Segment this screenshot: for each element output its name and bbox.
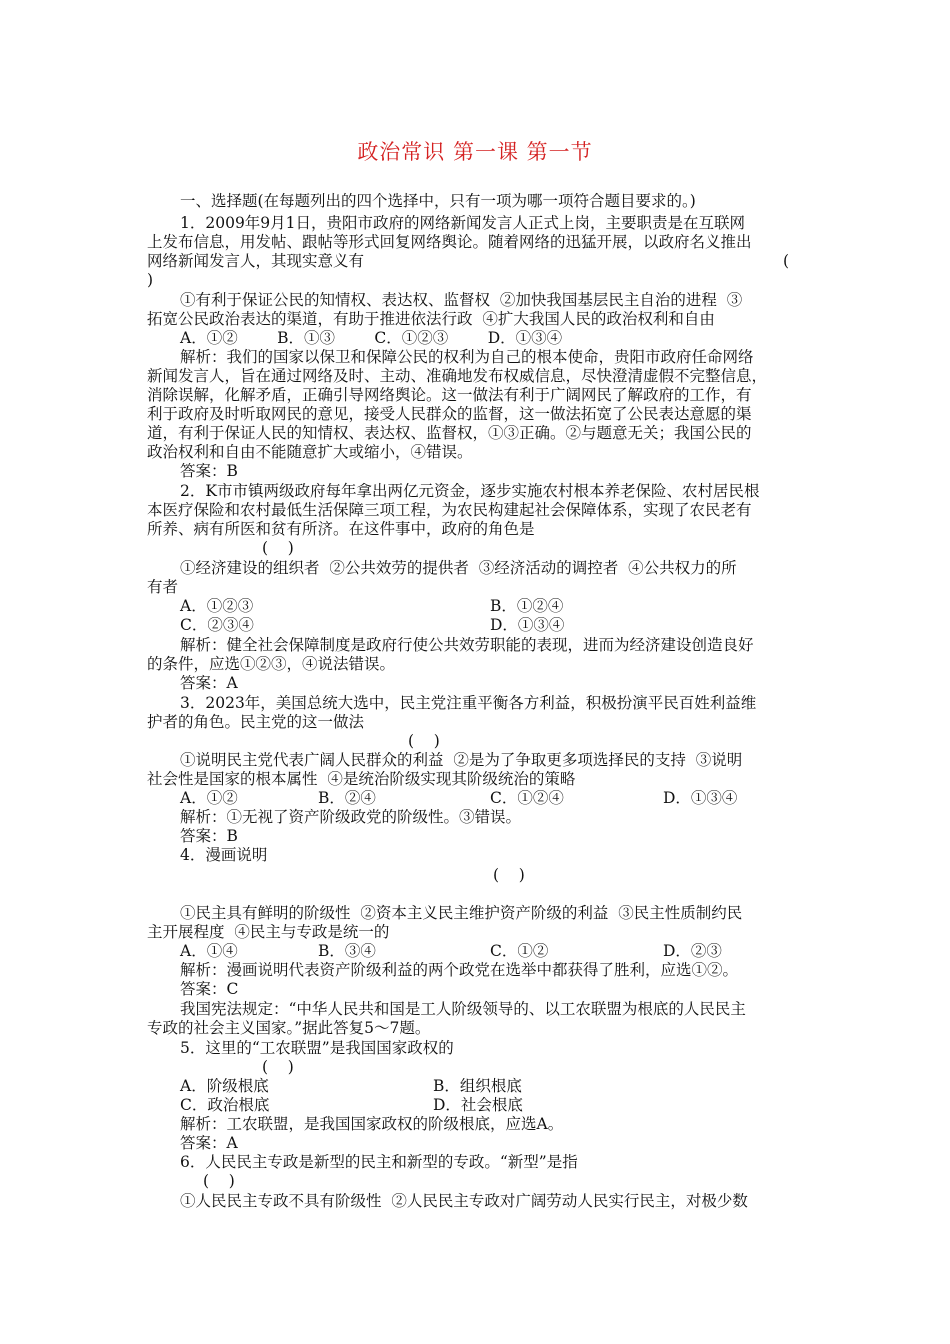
text-line: 社会性是国家的根本属性 ④是统治阶级实现其阶级统治的策略 <box>147 770 576 788</box>
text-line: D．①③④ <box>490 616 565 634</box>
text-line: ①经济建设的组织者 ②公共效劳的提供者 ③经济活动的调控者 ④公共权力的所 <box>180 559 737 577</box>
text-line: 答案：B <box>180 462 238 480</box>
text-line: 5．这里的“工农联盟”是我国国家政权的 <box>180 1039 454 1057</box>
text-line: B．①②④ <box>490 597 564 615</box>
text-line: ( ) <box>493 866 525 884</box>
text-line: A．①② <box>180 789 238 807</box>
text-line: ①有利于保证公民的知情权、表达权、监督权 ②加快我国基层民主自治的进程 ③ <box>180 291 743 309</box>
text-line: A．①② B．①③ C．①②③ D．①③④ <box>180 329 563 347</box>
text-line: ( ) <box>408 732 440 750</box>
text-line: 6．人民民主专政是新型的民主和新型的专政。“新型”是指 <box>180 1153 578 1171</box>
text-line: 解析：我们的国家以保卫和保障公民的权利为自己的根本使命，贵阳市政府任命网络 <box>180 348 754 366</box>
text-line: 解析：工农联盟，是我国国家政权的阶级根底，应选A。 <box>180 1115 564 1133</box>
text-line: 有者 <box>147 578 179 596</box>
text-line: B．②④ <box>318 789 376 807</box>
text-line: B．③④ <box>318 942 376 960</box>
text-line: 主开展程度 ④民主与专政是统一的 <box>147 923 390 941</box>
text-line: B．组织根底 <box>433 1077 522 1095</box>
text-line: ①民主具有鲜明的阶级性 ②资本主义民主维护资产阶级的利益 ③民主性质制约民 <box>180 904 743 922</box>
text-line: 3．2023年，美国总统大选中，民主党注重平衡各方利益，积极扮演平民百姓利益维 <box>180 694 757 712</box>
text-line: 我国宪法规定：“中华人民共和国是工人阶级领导的、以工农联盟为根底的人民民主 <box>180 1000 746 1018</box>
text-line: ①人民民主专政不具有阶级性 ②人民民主专政对广阔劳动人民实行民主，对极少数 <box>180 1192 748 1210</box>
text-line: 护者的角色。民主党的这一做法 <box>147 713 365 731</box>
text-line: 上发布信息，用发帖、跟帖等形式回复网络舆论。随着网络的迅猛开展，以政府名义推出 <box>147 233 752 251</box>
text-line: ) <box>147 271 154 289</box>
text-line: ( ) <box>262 539 294 557</box>
text-line: 一、选择题(在每题列出的四个选择中，只有一项为哪一项符合题目要求的。) <box>180 192 696 210</box>
text-line: A．阶级根底 <box>180 1077 269 1095</box>
text-line: 所养、病有所医和贫有所济。在这件事中，政府的角色是 <box>147 520 535 538</box>
text-line: 消除误解，化解矛盾，正确引导网络舆论。这一做法有利于广阔网民了解政府的工作，有 <box>147 386 752 404</box>
text-line: 的条件，应选①②③，④说法错误。 <box>147 655 396 673</box>
text-line: 答案：C <box>180 980 239 998</box>
text-line: 答案：B <box>180 827 238 845</box>
text-line: ( ) <box>203 1172 235 1190</box>
text-line: C．①②④ <box>490 789 564 807</box>
text-line: A．①④ <box>180 942 238 960</box>
text-line: 利于政府及时听取网民的意见，接受人民群众的监督，这一做法拓宽了公民表达意愿的渠 <box>147 405 752 423</box>
text-line: C．①② <box>490 942 549 960</box>
text-line: D．①③④ <box>663 789 738 807</box>
text-line: C．②③④ <box>180 616 254 634</box>
text-line: 解析：①无视了资产阶级政党的阶级性。③错误。 <box>180 808 522 826</box>
text-line: 新闻发言人，旨在通过网络及时、主动、准确地发布权威信息，尽快澄清虚假不完整信息， <box>147 367 768 385</box>
text-line: 答案：A <box>180 1134 238 1152</box>
text-line: 政治权利和自由不能随意扩大或缩小，④错误。 <box>147 443 473 461</box>
text-line: 答案：A <box>180 674 238 692</box>
text-line: 拓宽公民政治表达的渠道，有助于推进依法行政 ④扩大我国人民的政治权利和自由 <box>147 310 715 328</box>
text-line: D．社会根底 <box>433 1096 523 1114</box>
text-line: 网络新闻发言人，其现实意义有 <box>147 252 365 270</box>
text-line: C．政治根底 <box>180 1096 270 1114</box>
text-line: ( <box>783 252 790 270</box>
text-line: 解析：漫画说明代表资产阶级利益的两个政党在选举中都获得了胜利，应选①②。 <box>180 961 739 979</box>
text-line: 4．漫画说明 <box>180 846 268 864</box>
text-line: ①说明民主党代表广阔人民群众的利益 ②是为了争取更多项选择民的支持 ③说明 <box>180 751 743 769</box>
text-line: D．②③ <box>663 942 722 960</box>
text-line: 解析：健全社会保障制度是政府行使公共效劳职能的表现，进而为经济建设创造良好 <box>180 636 754 654</box>
text-line: 1．2009年9月1日，贵阳市政府的网络新闻发言人正式上岗，主要职责是在互联网 <box>180 214 746 232</box>
text-line: 道，有利于保证人民的知情权、表达权、监督权，①③正确。②与题意无关；我国公民的 <box>147 424 752 442</box>
text-line: 本医疗保险和农村最低生活保障三项工程，为农民构建起社会保障体系，实现了农民老有 <box>147 501 752 519</box>
text-line: A．①②③ <box>180 597 254 615</box>
text-line: 专政的社会主义国家。”据此答复5～7题。 <box>147 1019 431 1037</box>
text-line: 2．K市市镇两级政府每年拿出两亿元资金，逐步实施农村根本养老保险、农村居民根 <box>180 482 760 500</box>
text-line: ( ) <box>262 1058 294 1076</box>
page-title: 政治常识 第一课 第一节 <box>357 140 593 164</box>
